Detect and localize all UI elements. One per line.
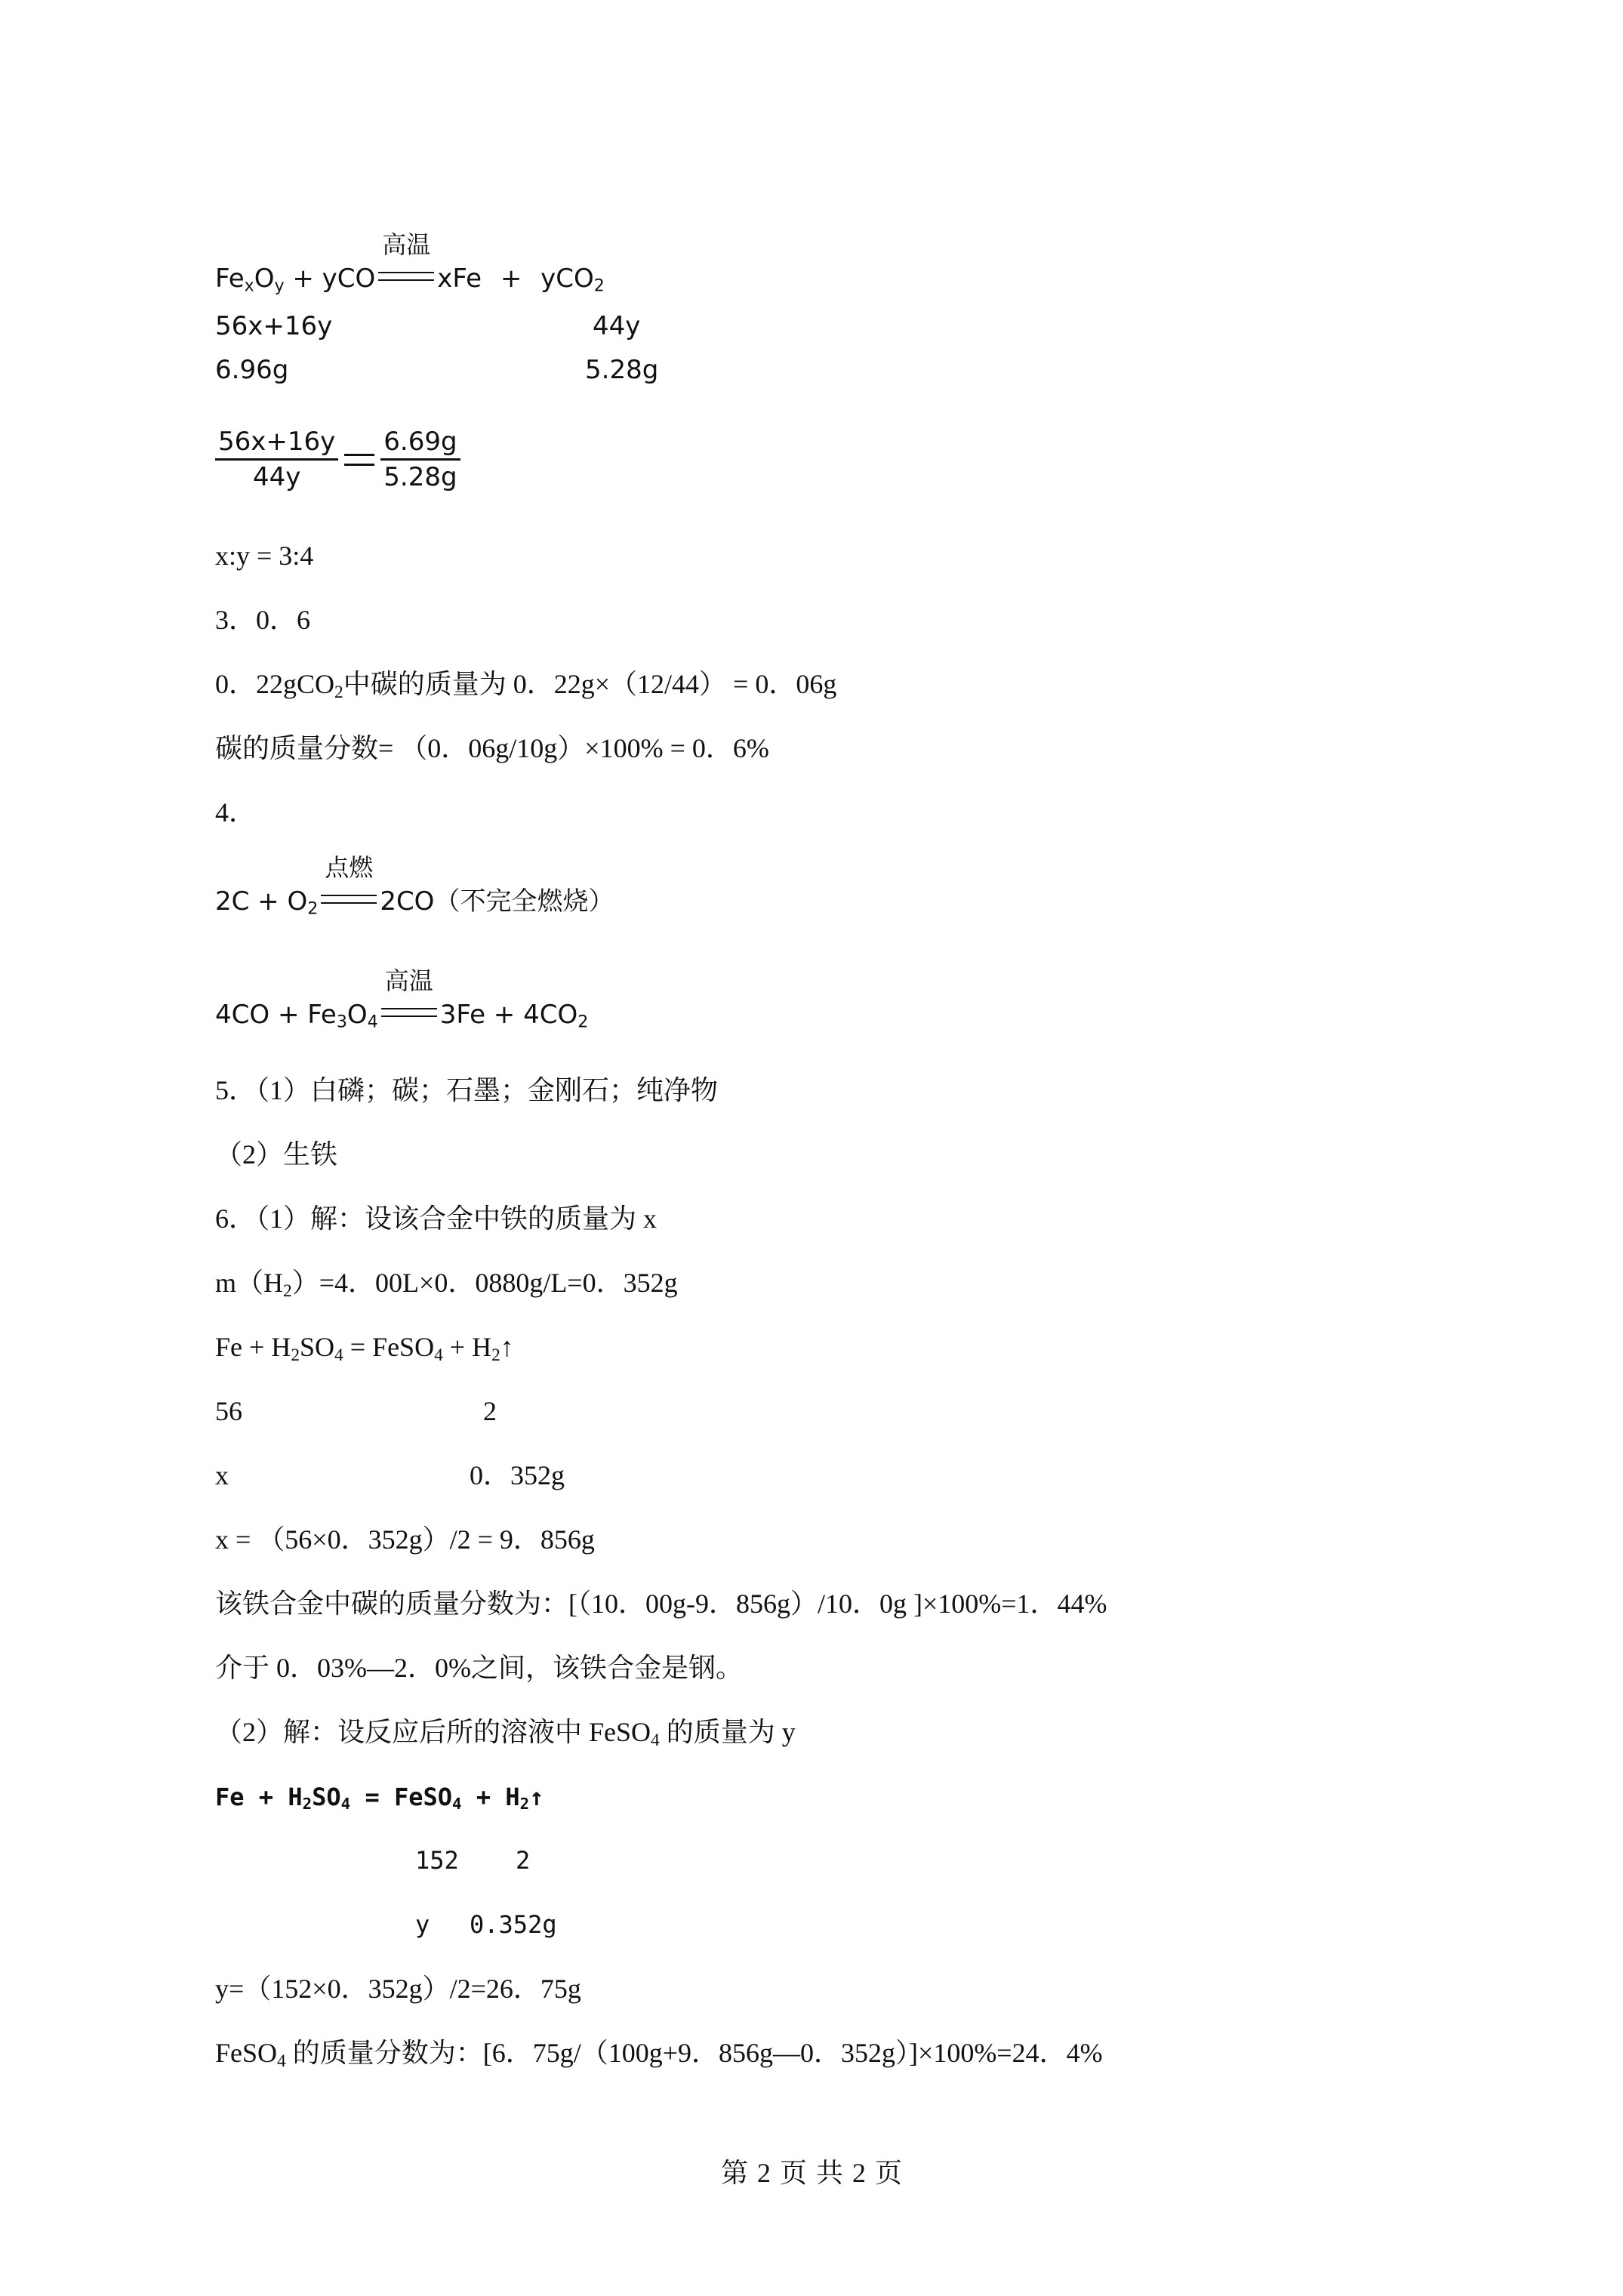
equation-carbon-combustion bbox=[215, 853, 614, 920]
result-xy: x:y = 3:4 bbox=[215, 541, 314, 571]
eq-text: 6.96g bbox=[215, 355, 289, 385]
fraction-right bbox=[380, 427, 460, 492]
subscript: 2 bbox=[307, 898, 319, 919]
equation-row-values bbox=[215, 352, 288, 388]
condition-label: 点燃 bbox=[325, 853, 374, 882]
subscript: 4 bbox=[340, 1795, 351, 1814]
eq-text: + H bbox=[461, 1783, 520, 1811]
answer-4: 4． bbox=[215, 797, 257, 827]
eq-text: 44y bbox=[593, 311, 641, 341]
subscript: 2 bbox=[491, 1345, 500, 1365]
subscript: 4 bbox=[367, 1012, 378, 1032]
eq-text: SO bbox=[300, 1332, 335, 1362]
eq-text: 3Fe + 4CO bbox=[439, 1000, 578, 1030]
subscript: x bbox=[244, 276, 254, 296]
answer-6-1: 6．（1）解：设该合金中铁的质量为 x bbox=[215, 1203, 658, 1234]
row7-masses-left: 152 bbox=[415, 1846, 459, 1875]
text: FeSO bbox=[215, 2038, 278, 2068]
text: 的质量为 y bbox=[659, 1717, 796, 1747]
text: 0．22gCO bbox=[215, 669, 335, 699]
eq-text: SO bbox=[312, 1783, 341, 1811]
subscript: 4 bbox=[434, 1345, 443, 1365]
eq-text: 5.28g bbox=[585, 355, 659, 385]
eq-text: ↑ bbox=[529, 1783, 544, 1811]
eq-text: + H bbox=[442, 1332, 492, 1362]
reaction-condition bbox=[381, 966, 437, 1033]
footer-text: 第 bbox=[720, 2158, 748, 2188]
eq-text: yCO bbox=[322, 264, 376, 294]
subscript: 4 bbox=[334, 1345, 343, 1365]
equation-fe-h2so4-image bbox=[215, 1779, 544, 1815]
row6-values-right: 0．352g bbox=[470, 1460, 565, 1490]
numerator: 6.69g bbox=[380, 427, 460, 461]
eq-text: 2C + O bbox=[215, 886, 308, 917]
text: 的质量分数为：[6．75g/（100g+9．856g—0．352g）]×100%=24．4% bbox=[285, 2038, 1103, 2068]
subscript: 4 bbox=[452, 1795, 462, 1814]
subscript: 4 bbox=[651, 1730, 660, 1750]
eq-text: ↑ bbox=[500, 1332, 514, 1362]
eq-text: = FeSO bbox=[350, 1783, 453, 1811]
eq-text: xFe bbox=[437, 264, 482, 294]
eq-text: 4CO + Fe bbox=[215, 1000, 337, 1030]
reaction-condition bbox=[378, 230, 434, 297]
result-y: y=（152×0．352g）/2=26．75g bbox=[215, 1974, 581, 2004]
footer-text: 页 bbox=[875, 2158, 903, 2188]
row7-masses-right: 2 bbox=[516, 1846, 531, 1875]
numerator: 56x+16y bbox=[215, 427, 338, 461]
eq-text: yCO bbox=[540, 264, 594, 294]
carbon-mass-line bbox=[215, 666, 836, 702]
page-footer bbox=[0, 2152, 1623, 2190]
eq-text: + bbox=[500, 264, 522, 294]
eq-text: O bbox=[254, 264, 275, 294]
answer-5-2: （2）生铁 bbox=[215, 1139, 338, 1170]
page-total: 2 bbox=[852, 2158, 867, 2188]
condition-label: 高温 bbox=[382, 230, 431, 259]
denominator: 44y bbox=[252, 462, 301, 492]
footer-text: 共 bbox=[816, 2158, 844, 2188]
subscript: 2 bbox=[291, 1345, 300, 1365]
reaction-condition bbox=[321, 853, 377, 920]
page-number: 2 bbox=[756, 2158, 771, 2188]
subscript: 2 bbox=[577, 1012, 589, 1032]
text: ）=4．00L×0．0880g/L=0．352g bbox=[291, 1268, 678, 1298]
subscript: 2 bbox=[302, 1795, 313, 1814]
answer-6-2 bbox=[215, 1714, 796, 1750]
subscript: 2 bbox=[593, 276, 605, 296]
eq-text: O bbox=[346, 1000, 368, 1030]
answer-3: 3．0．6 bbox=[215, 605, 311, 635]
subscript: 2 bbox=[519, 1795, 530, 1814]
equation-row-masses bbox=[215, 308, 332, 344]
equation-iron-oxide-reduction bbox=[215, 966, 589, 1033]
eq-text: 56x+16y bbox=[215, 311, 333, 341]
text: m（H bbox=[215, 1268, 284, 1298]
carbon-fraction-line: 碳的质量分数= （0．06g/10g）×100% = 0．6% bbox=[215, 733, 769, 763]
subscript: y bbox=[274, 276, 285, 296]
eq-text: = FeSO bbox=[343, 1332, 435, 1362]
row6-masses-left: 56 bbox=[215, 1396, 242, 1426]
subscript: 2 bbox=[334, 682, 343, 702]
denominator: 5.28g bbox=[383, 462, 457, 492]
equation-fexoy-co bbox=[215, 230, 605, 297]
text: 中碳的质量为 0．22g×（12/44） = 0．06g bbox=[343, 669, 837, 699]
fraction-left bbox=[215, 427, 338, 492]
row6-masses-right: 2 bbox=[483, 1396, 497, 1426]
equation-fe-h2so4 bbox=[215, 1329, 514, 1365]
condition-label: 高温 bbox=[384, 966, 433, 995]
subscript: 2 bbox=[283, 1281, 292, 1301]
feso4-fraction-line bbox=[215, 2035, 1103, 2071]
result-x: x = （56×0．352g）/2 = 9．856g bbox=[215, 1524, 595, 1555]
footer-text: 页 bbox=[779, 2158, 807, 2188]
ratio-equation bbox=[215, 427, 460, 492]
hydrogen-mass-line bbox=[215, 1265, 678, 1301]
subscript: 4 bbox=[277, 2051, 286, 2071]
carbon-percent-line: 该铁合金中碳的质量分数为：[（10．00g-9．856g）/10．0g ]×100%=1．44% bbox=[215, 1589, 1107, 1619]
eq-text: Fe + H bbox=[215, 1332, 291, 1362]
steel-conclusion: 介于 0．03%—2．0%之间，该铁合金是钢。 bbox=[215, 1653, 743, 1683]
eq-text: + bbox=[292, 264, 314, 294]
row7-values-right: 0.352g bbox=[470, 1910, 557, 1939]
eq-text: Fe bbox=[215, 264, 245, 294]
answer-5-1: 5．（1）白磷；碳；石墨；金刚石；纯净物 bbox=[215, 1075, 719, 1105]
text: （2）解：设反应后所的溶液中 FeSO bbox=[215, 1717, 651, 1747]
row7-values-left: y bbox=[415, 1910, 430, 1939]
subscript: 3 bbox=[336, 1012, 347, 1032]
row6-values-left: x bbox=[215, 1460, 229, 1490]
eq-text: 2CO（不完全燃烧） bbox=[380, 886, 614, 917]
equation-row-masses-right bbox=[593, 308, 640, 344]
equation-row-values-right bbox=[585, 352, 658, 388]
eq-text: Fe + H bbox=[215, 1783, 303, 1811]
equals-sign bbox=[344, 454, 374, 466]
